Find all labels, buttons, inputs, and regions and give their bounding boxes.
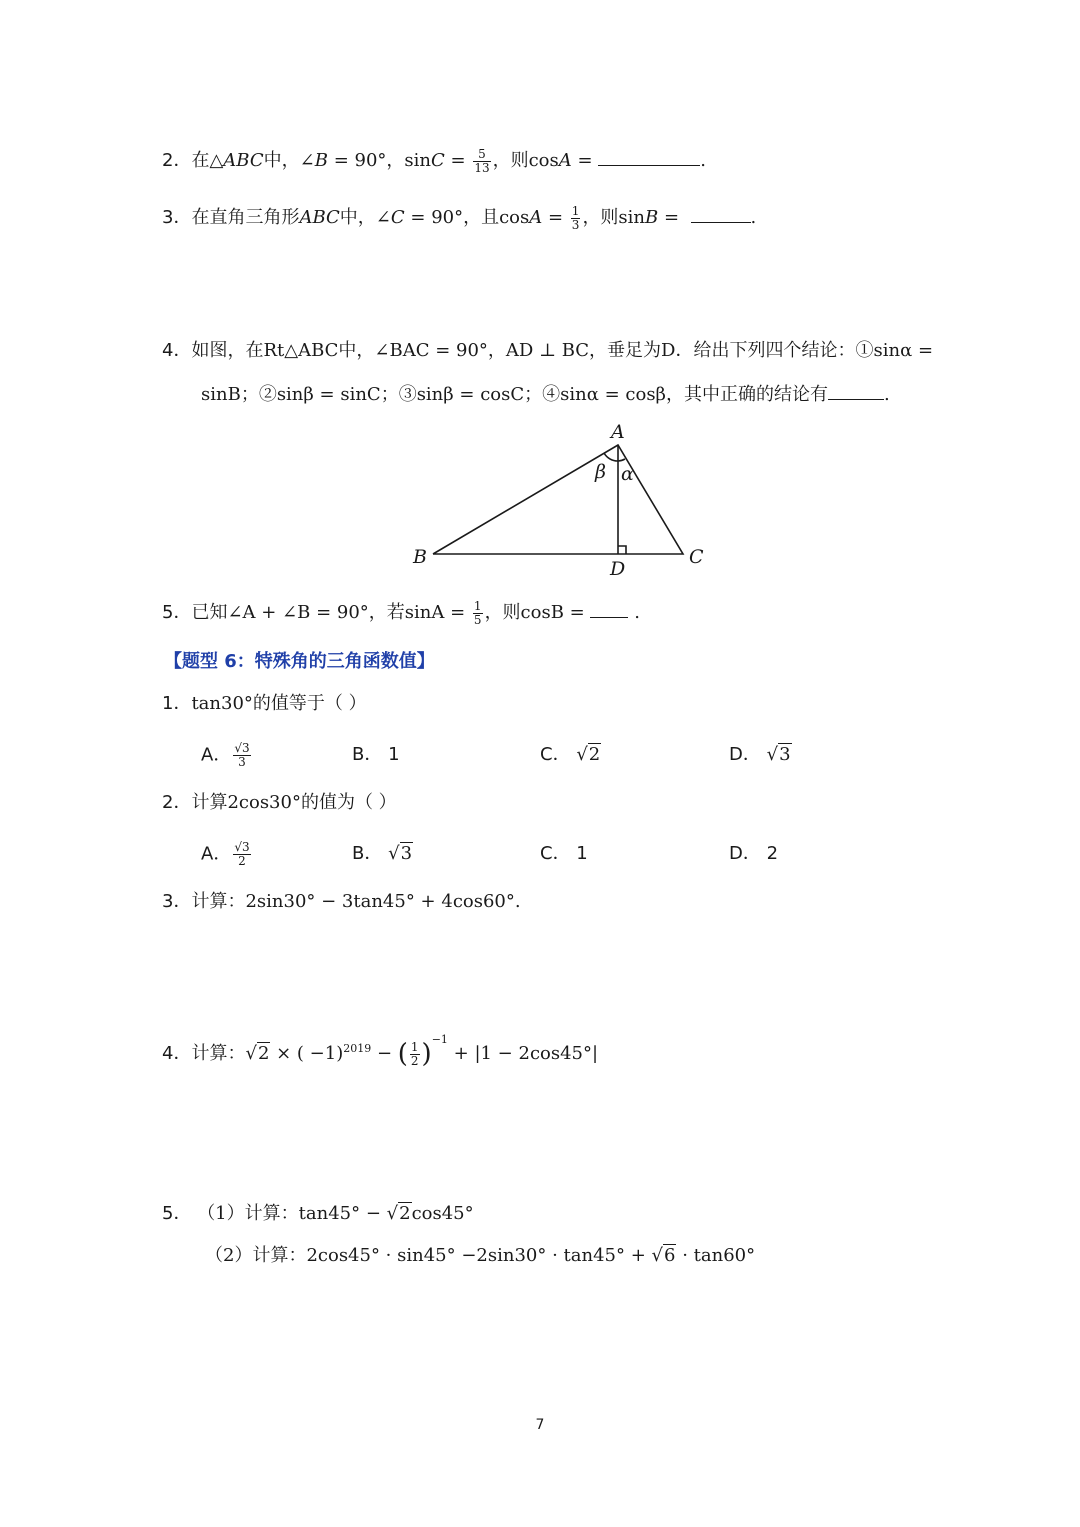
problem-2: [162, 147, 706, 175]
sqrt: √3: [388, 843, 413, 864]
radicand: 3: [400, 843, 413, 864]
vertex-label-c: C: [689, 546, 704, 568]
text: B: [645, 207, 659, 228]
radicand: 2: [399, 1203, 411, 1224]
answer-blank[interactable]: [598, 147, 700, 166]
text: =: [658, 207, 685, 228]
fraction: [410, 1041, 420, 1068]
angle-beta-arc: [604, 453, 618, 461]
denominator: 3: [571, 217, 580, 232]
sqrt: √3: [766, 744, 791, 765]
denominator: 5: [473, 612, 482, 627]
problem-text: tan30°的值等于（ ）: [191, 693, 367, 714]
numerator: √3: [234, 741, 250, 755]
angle-label-beta: β: [595, 461, 606, 483]
numerator: 1: [571, 203, 580, 218]
angle-alpha-arc: [618, 459, 625, 461]
option-label: D．: [729, 744, 761, 765]
answer-blank[interactable]: [590, 599, 628, 618]
radicand: 6: [664, 1245, 676, 1266]
numerator: 5: [473, 148, 490, 162]
problem-number: 3．: [162, 891, 192, 912]
denominator: 13: [474, 160, 490, 175]
special-angle-problem-5-part-2: [205, 1244, 755, 1268]
option-label: A．: [201, 744, 232, 766]
vertex-label-a: A: [611, 421, 625, 443]
text: C: [390, 207, 405, 228]
problem-4-line-1: [162, 339, 933, 363]
sqrt: √2: [576, 744, 601, 765]
fraction: [473, 148, 490, 175]
radicand: 2: [257, 1043, 270, 1064]
text: 在△: [191, 150, 224, 171]
problem-number: 2．: [162, 150, 192, 171]
vertex-label-b: B: [413, 546, 427, 568]
text: .: [628, 602, 640, 623]
denominator: 3: [238, 755, 246, 769]
text: B: [314, 150, 328, 171]
numerator: 1: [473, 598, 482, 613]
sqrt: √2: [245, 1043, 270, 1064]
text: × ( −1): [270, 1043, 344, 1064]
numerator: √3: [234, 840, 250, 854]
problem-3: [162, 204, 756, 232]
special-angle-problem-2: [162, 791, 397, 815]
left-paren: (: [397, 1039, 408, 1069]
text: ，则cos: [492, 150, 559, 171]
text: −: [371, 1043, 398, 1064]
text: + |1 − 2cos45°|: [447, 1043, 599, 1064]
right-paren: ): [421, 1039, 432, 1069]
text: A: [558, 150, 572, 171]
denominator: 2: [410, 1053, 419, 1068]
text: （2）计算：2cos45° · sin45° −2sin30° · tan45° +: [205, 1245, 652, 1266]
sqrt: √2: [386, 1203, 411, 1224]
text: 已知∠A + ∠B = 90°，若sinA =: [191, 602, 471, 623]
option-d[interactable]: [729, 743, 792, 767]
problem-5: [162, 599, 640, 627]
exponent: 2019: [343, 1042, 372, 1055]
fraction: [233, 742, 250, 769]
option-a[interactable]: [201, 742, 253, 769]
special-angle-problem-5-part-1: [162, 1202, 474, 1226]
text: =: [542, 207, 569, 228]
answer-blank[interactable]: [691, 204, 751, 223]
text: .: [750, 207, 757, 228]
text: （1）计算：tan45° −: [197, 1203, 387, 1224]
angle-label-alpha: α: [621, 463, 634, 485]
fraction: [571, 205, 581, 232]
triangle-figure: [405, 418, 715, 583]
sqrt: √6: [651, 1245, 676, 1266]
text: 中，∠: [263, 150, 315, 171]
problem-number: 2．: [162, 792, 192, 813]
section-heading: 【题型 6：特殊角的三角函数值】: [164, 651, 435, 672]
text: = 90°，且cos: [404, 207, 530, 228]
option-label: C．: [540, 744, 571, 765]
text: cos45°: [411, 1203, 474, 1224]
text: ，则cosB =: [484, 602, 591, 623]
problem-text: sinB；②sinβ = sinC；③sinβ = cosC；④sinα = cosβ，其中正确的结论有: [201, 384, 828, 405]
fraction: [233, 841, 250, 868]
text: ABC: [299, 207, 340, 228]
radicand: 3: [779, 744, 791, 765]
problem-number: 3．: [162, 207, 192, 228]
text: = 90°，sin: [327, 150, 431, 171]
text: · tan60°: [676, 1245, 756, 1266]
problem-text: 计算2cos30°的值为（ ）: [191, 792, 397, 813]
text: C: [431, 150, 445, 171]
denominator: 2: [238, 854, 246, 868]
numerator: 1: [410, 1039, 419, 1054]
special-angle-problem-3: [162, 890, 521, 914]
text: 中，∠: [339, 207, 391, 228]
text: A: [529, 207, 543, 228]
option-b[interactable]: [352, 842, 413, 866]
text: .: [700, 150, 707, 171]
text: ，则sin: [582, 207, 646, 228]
special-angle-problem-4: [162, 1028, 598, 1068]
problem-number: 4．: [162, 340, 192, 361]
answer-blank[interactable]: [828, 381, 884, 400]
option-b[interactable]: B． 1: [352, 744, 400, 765]
fraction: [473, 600, 483, 627]
page-number: 7: [535, 1417, 545, 1433]
text: 在直角三角形: [191, 207, 300, 228]
problem-number: 4．: [162, 1043, 192, 1064]
problem-text: 计算：2sin30° − 3tan45° + 4cos60°.: [191, 891, 521, 912]
text: =: [444, 150, 472, 171]
problem-number: 5．: [162, 1203, 192, 1224]
option-label: A．: [201, 843, 232, 865]
vertex-label-d: D: [610, 558, 626, 580]
problem-4-line-2: [201, 381, 890, 407]
triangle-abc: [433, 445, 683, 554]
right-angle-mark: [618, 546, 626, 554]
problem-text: 如图，在Rt△ABC中，∠BAC = 90°，AD ⊥ BC，垂足为D．给出下列四个结论：①sinα =: [191, 340, 934, 361]
problem-number: 5．: [162, 602, 192, 623]
option-c[interactable]: C． 1: [540, 843, 588, 864]
option-a[interactable]: [201, 841, 253, 868]
option-d[interactable]: D． 2: [729, 843, 779, 864]
option-label: B．: [352, 843, 383, 864]
option-c[interactable]: [540, 743, 601, 767]
text: .: [883, 384, 890, 405]
problem-number: 1．: [162, 693, 192, 714]
radicand: 2: [588, 744, 601, 765]
special-angle-problem-1: [162, 692, 367, 716]
exponent: −1: [431, 1033, 448, 1046]
text: 计算：: [191, 1043, 246, 1064]
text: =: [571, 150, 599, 171]
text: ABC: [223, 150, 264, 171]
